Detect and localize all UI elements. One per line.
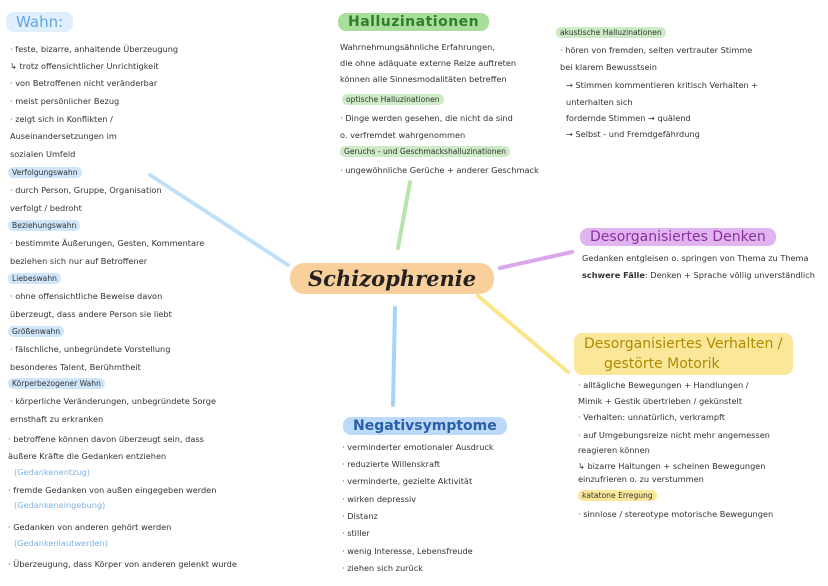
text-line: · Dinge werden gesehen, die nicht da sind [340, 113, 513, 123]
text-line: · wenig Interesse, Lebensfreude [342, 546, 473, 556]
text-line: · ohne offensichtliche Beweise davon [10, 291, 163, 301]
geruchs-label: Geruchs - und Geschmackshalluzinationen [340, 146, 510, 157]
text-line: · fälschliche, unbegründete Vorstellung [10, 344, 171, 354]
akustische-label: akustische Halluzinationen [556, 27, 666, 38]
text-line: verfolgt / bedroht [10, 203, 82, 213]
text-line: · zeigt sich in Konflikten / [10, 114, 113, 124]
line-to-halluzinationen [398, 182, 410, 248]
note-gedankeneingebung: (Gedankeneingebung) [14, 500, 106, 510]
beziehungswahn-label: Beziehungswahn [8, 220, 80, 231]
optische-label: optische Halluzinationen [342, 94, 444, 105]
text-line: · bestimmte Äußerungen, Gesten, Kommentare [10, 238, 205, 248]
text-line: Wahrnehmungsähnliche Erfahrungen, [340, 42, 495, 52]
text-line: schwere Fälle: Denken + Sprache völlig unverständlich [582, 270, 815, 280]
text-line: · feste, bizarre, anhaltende Überzeugung [10, 44, 179, 54]
line-to-wahn [150, 175, 288, 265]
text-line: · meist persönlicher Bezug [10, 96, 120, 106]
text-line: · ungewöhnliche Gerüche + anderer Geschmack [340, 165, 539, 175]
schwere-faelle-label: schwere Fälle [582, 270, 645, 280]
text-line: · verminderter emotionaler Ausdruck [342, 442, 494, 452]
liebeswahn-label: Liebeswahn [8, 273, 61, 284]
verhalten-title: Desorganisiertes Verhalten / gestörte Motorik [574, 333, 793, 375]
text-line: überzeugt, dass andere Person sie liebt [10, 309, 172, 319]
text-line: · reduzierte Willenskraft [342, 459, 440, 469]
text-line: besonderes Talent, Berühmtheit [10, 362, 141, 372]
text-line: bei klarem Bewusstsein [560, 62, 657, 72]
text-line: · wirken depressiv [342, 494, 417, 504]
text-line: einzufrieren o. zu verstummen [578, 474, 704, 484]
text-line: ernsthaft zu erkranken [10, 414, 104, 424]
groessenwahn-label: Größenwahn [8, 326, 64, 337]
text-line: · Gedanken von anderen gehört werden [8, 522, 172, 532]
text-line: o. verfremdet wahrgenommen [340, 130, 466, 140]
text-line: → Stimmen kommentieren kritisch Verhalten + [566, 80, 759, 90]
text-line: · alltägliche Bewegungen + Handlungen / [578, 380, 749, 390]
text-line: · verminderte, gezielte Aktivität [342, 476, 473, 486]
line-to-negativ [393, 308, 395, 405]
text-line: reagieren können [578, 445, 650, 455]
text-line: ↳ trotz offensichtlicher Unrichtigkeit [10, 61, 159, 71]
text-line: die ohne adäquate externe Reize auftreten [340, 58, 517, 68]
denken-title: Desorganisiertes Denken [580, 228, 776, 246]
text-line: Mimik + Gestik übertrieben / gekünstelt [578, 396, 743, 406]
text-line: · auf Umgebungsreize nicht mehr angemessen [578, 430, 770, 440]
text-line: · hören von fremden, selten vertrauter Stimme [560, 45, 753, 55]
text-line: sozialen Umfeld [10, 149, 76, 159]
text-line: äußere Kräfte die Gedanken entziehen [8, 451, 167, 461]
text-line: unterhalten sich [566, 97, 633, 107]
wahn-rest-1: · betroffene können davon überzeugt sein, dass [8, 434, 204, 444]
text-line: · von Betroffenen nicht veränderbar [10, 78, 158, 88]
line-to-verhalten [478, 296, 568, 372]
note-gedankenentzug: (Gedankenentzug) [14, 467, 90, 477]
text-line: können alle Sinnesmodalitäten betreffen [340, 74, 507, 84]
text-line: Gedanken entgleisen o. springen von Thema zu Thema [582, 253, 809, 263]
text-line: · durch Person, Gruppe, Organisation [10, 185, 162, 195]
koerperwahn-label: Körperbezogener Wahn [8, 378, 105, 389]
text-line: → Selbst - und Fremdgefährdung [566, 129, 700, 139]
negativsymptome-title: Negativsymptome [343, 417, 507, 435]
text-line: · stiller [342, 528, 370, 538]
text-line: · fremde Gedanken von außen eingegeben werden [8, 485, 217, 495]
line-to-denken [500, 252, 572, 268]
katatone-label: katatone Erregung [578, 490, 657, 501]
text-line: · körperliche Veränderungen, unbegründete Sorge [10, 396, 216, 406]
text-line: · sinnlose / stereotype motorische Bewegungen [578, 509, 774, 519]
verfolgungswahn-label: Verfolgungswahn [8, 167, 82, 178]
center-title: Schizophrenie [290, 263, 494, 294]
text-line: ↳ bizarre Haltungen + scheinen Bewegungen [578, 461, 766, 471]
text-line: · Verhalten: unnatürlich, verkrampft [578, 412, 725, 422]
halluzinationen-title: Halluzinationen [338, 13, 489, 31]
text-line: · Distanz [342, 511, 378, 521]
text-line: fordernde Stimmen → quälend [566, 113, 691, 123]
text-line: Auseinandersetzungen im [10, 131, 117, 141]
note-gedankenlautwerden: (Gedankenlautwerden) [14, 538, 108, 548]
text-line: beziehen sich nur auf Betroffener [10, 256, 148, 266]
text-line: · Überzeugung, dass Körper von anderen gelenkt wurde [8, 559, 237, 569]
wahn-title: Wahn: [6, 12, 73, 32]
text-line: · ziehen sich zurück [342, 563, 423, 573]
